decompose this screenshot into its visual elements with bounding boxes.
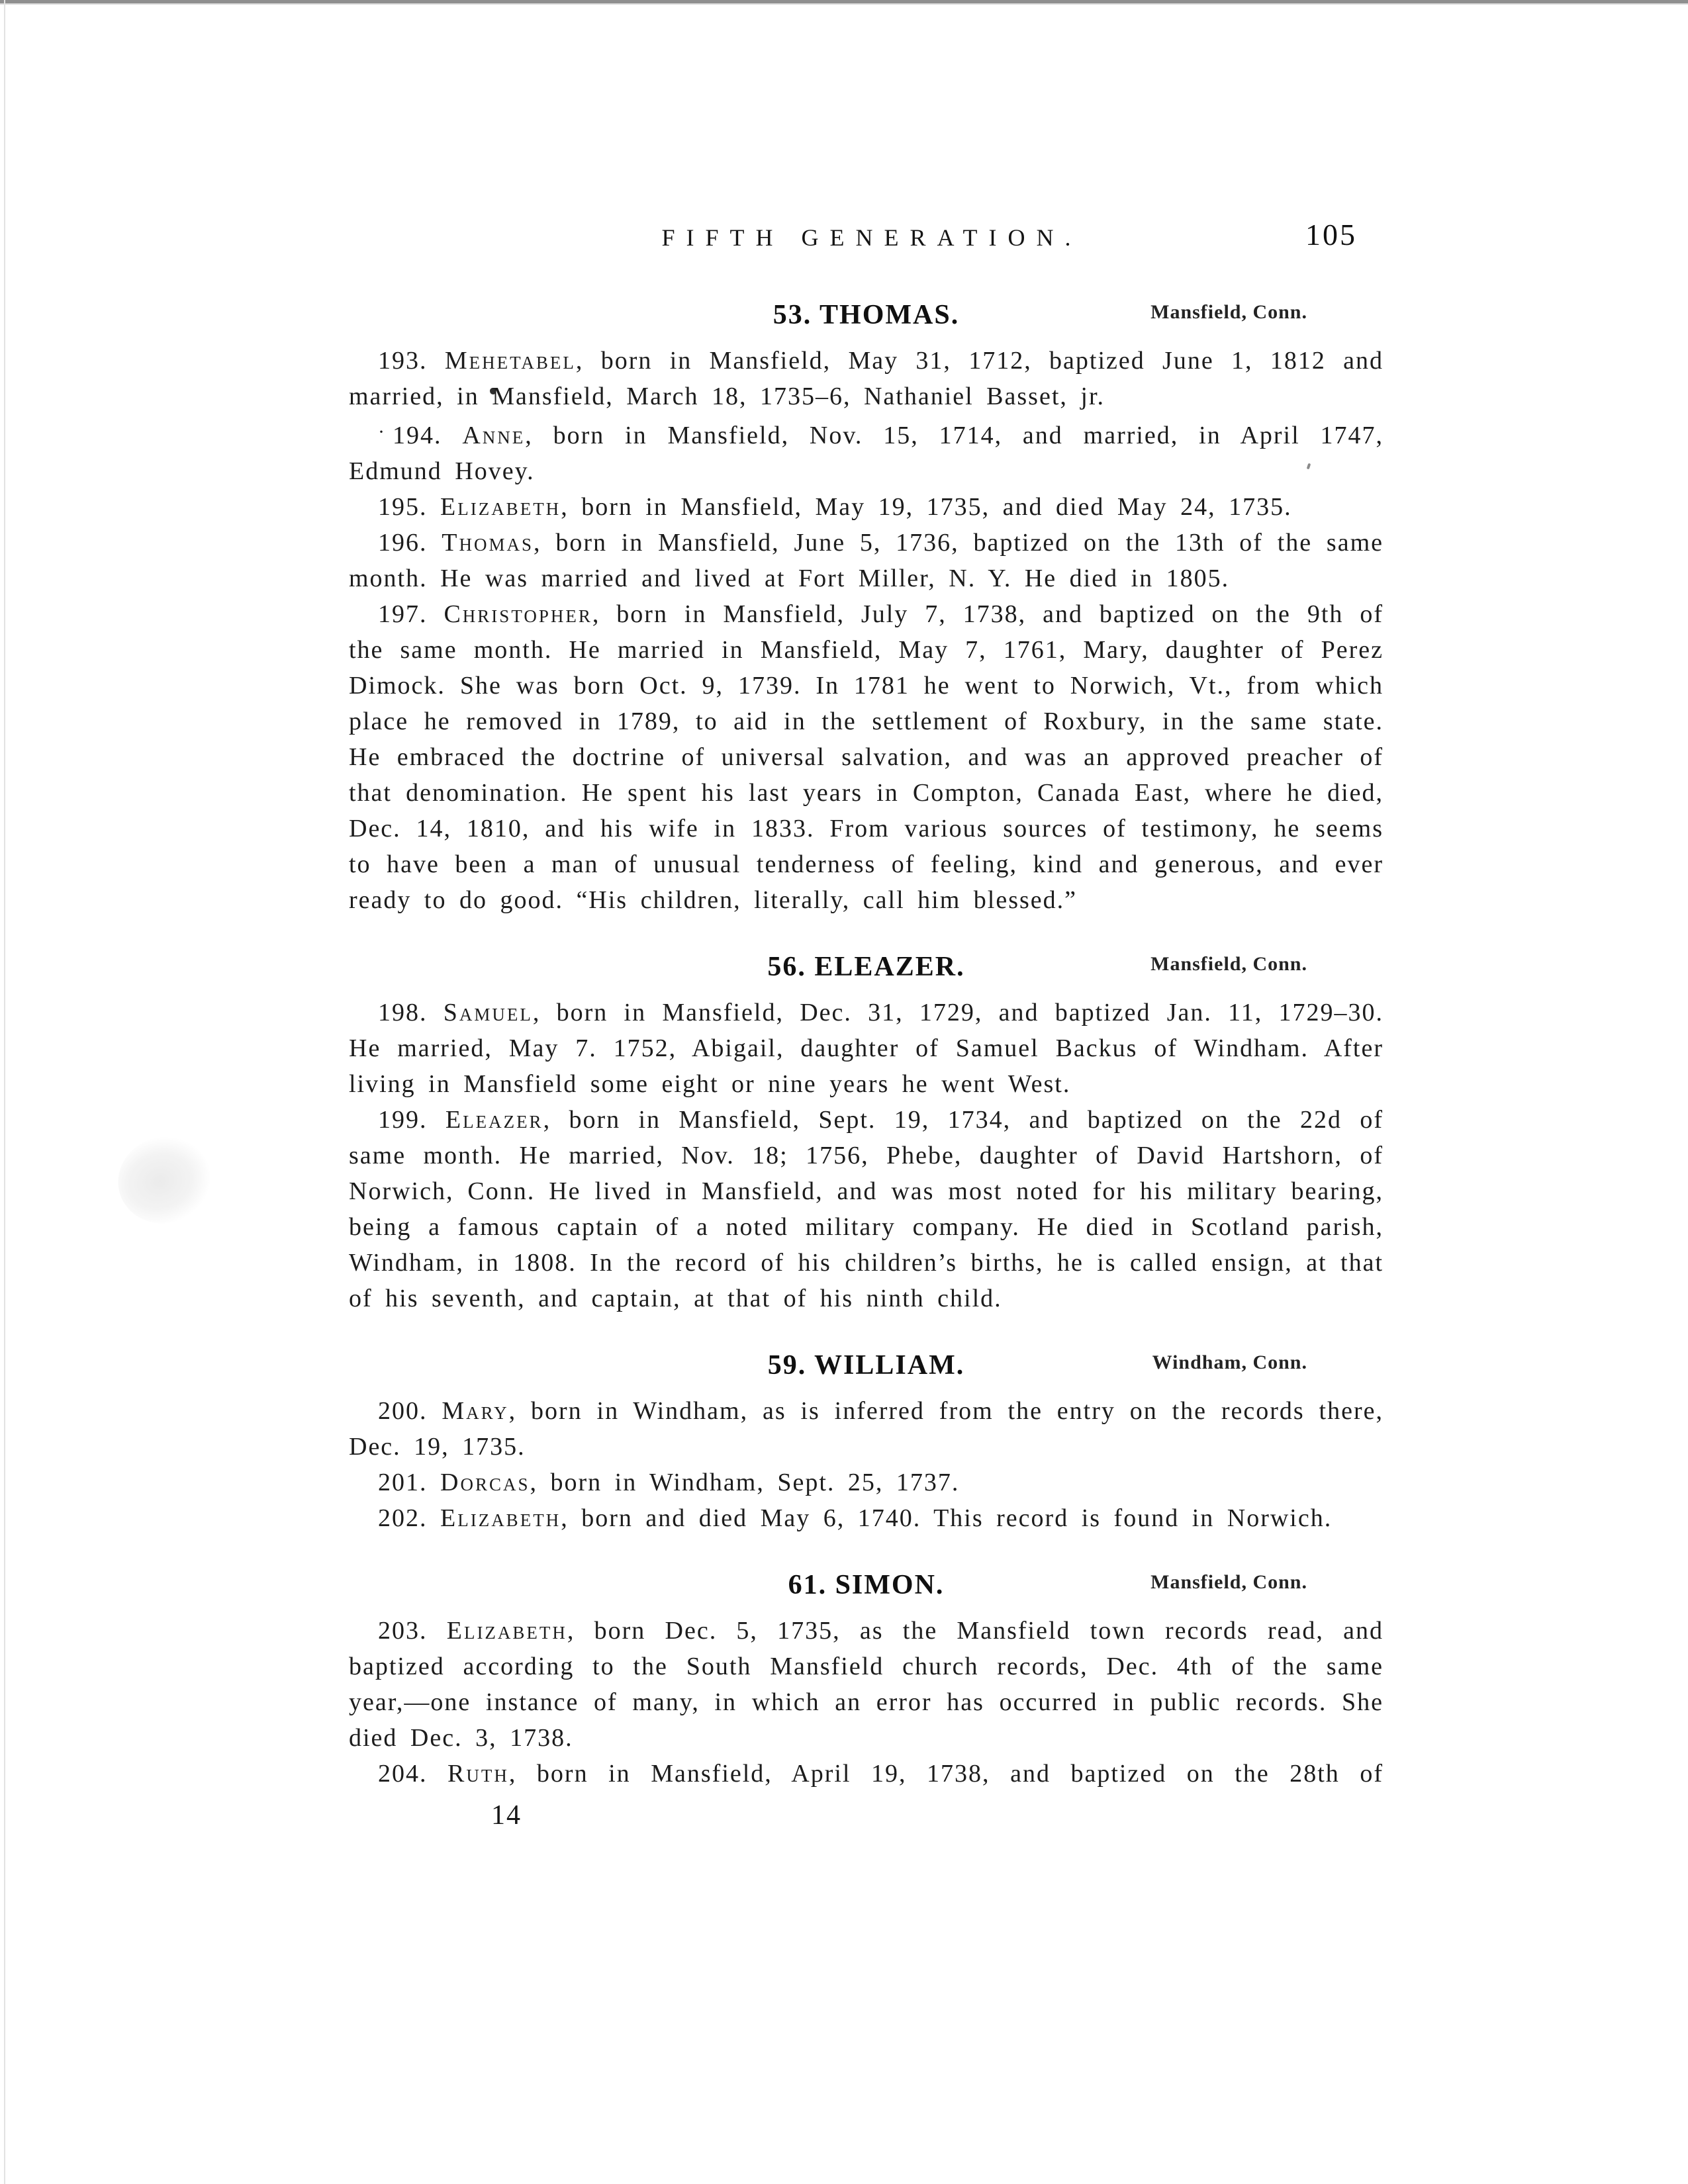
section-name: THOMAS.	[820, 300, 960, 330]
entry-text: , born in Mansfield, April 19, 1738, and baptized on the 28th of	[508, 1760, 1384, 1788]
person-name: Ruth	[447, 1760, 509, 1788]
person-name: Dorcas	[440, 1469, 530, 1496]
section-heading	[349, 296, 1383, 334]
section-name: SIMON.	[835, 1570, 945, 1600]
entry-number: 201.	[378, 1469, 428, 1496]
entry-text: , born in Mansfield, Dec. 31, 1729, and baptized Jan. 11, 1729–30. He married, May 7. 1752, Abigail, daughter of Samuel Backus of Windham. After living in Mansfield some eight or nine years he went West.	[349, 999, 1384, 1098]
section-location: Mansfield, Conn.	[1150, 301, 1307, 323]
scan-smudge-mark	[107, 1125, 221, 1236]
entry-number: 194.	[393, 422, 442, 449]
person-name: Mehetabel	[444, 347, 576, 375]
section-heading	[349, 948, 1383, 985]
entry-text: , born in Mansfield, July 7, 1738, and baptized on the 9th of the same month. He married in Mansfield, May 7, 1761, Mary, daughter of Perez Dimock. She was born Oct. 9, 1739. In 1781 he went to Norwich, Vt., from which place he removed in 1789, to aid in the settlement of Roxbury, in the same state. He embraced the doctrine of universal salvation, and was an approved preacher of that denomination. He spent his last years in Compton, Canada East, where he died, Dec. 14, 1810, and his wife in 1833. From various sources of testimony, he seems to have been a man of unusual tenderness of feeling, kind and generous, and ever ready to do good. “His children, literally, call him blessed.”	[349, 600, 1384, 914]
section-number: 61.	[788, 1570, 827, 1600]
section-heading	[349, 1567, 1383, 1604]
page-text-column	[349, 218, 1384, 1831]
section-61-simon	[349, 1567, 1383, 1792]
entry-number: 200.	[378, 1397, 428, 1425]
person-name: Elizabeth	[440, 1504, 561, 1532]
entry-number: 196.	[378, 529, 428, 557]
entry-number: 203.	[378, 1617, 428, 1645]
person-name: Christopher	[444, 600, 592, 628]
section-location: Windham, Conn.	[1152, 1351, 1307, 1373]
genealogy-entry-204	[349, 1756, 1383, 1792]
section-location: Mansfield, Conn.	[1150, 1571, 1307, 1593]
signature-mark: 14	[491, 1800, 522, 1831]
genealogy-entry-196	[349, 525, 1383, 596]
genealogy-entry-195	[349, 489, 1383, 525]
entry-text: , born in Mansfield, Sept. 19, 1734, and baptized on the 22d of same month. He married, Nov. 18; 1756, Phebe, daughter of David Hartshorn, of Norwich, Conn. He lived in Mansfield, and was most noted for his military bearing, being a famous captain of a noted military company. He died in Scotland parish, Windham, in 1808. In the record of his children’s births, he is called ensign, at that of his seventh, and captain, at that of his ninth child.	[349, 1106, 1383, 1312]
entry-number: 204.	[378, 1760, 428, 1788]
genealogy-entry-193	[349, 343, 1383, 414]
person-name: Anne	[462, 422, 526, 449]
genealogy-entry-201	[349, 1465, 1383, 1500]
entry-text: , born in Mansfield, May 31, 1712, baptized June 1, 1812 and married, in Mansfield, March 18, 1735–6, Nathaniel Basset, jr.	[349, 347, 1383, 410]
section-59-william	[349, 1347, 1383, 1536]
section-location: Mansfield, Conn.	[1150, 953, 1307, 975]
entry-number: 197.	[378, 600, 428, 628]
person-name: Elizabeth	[446, 1617, 567, 1645]
entry-number: 202.	[378, 1504, 428, 1532]
entry-text: , born in Windham, Sept. 25, 1737.	[530, 1469, 960, 1496]
entry-text: , born Dec. 5, 1735, as the Mansfield town records read, and baptized according to the South Mansfield church records, Dec. 4th of the same year,—one instance of many, in which an error has occurred in public records. She died Dec. 3, 1738.	[349, 1617, 1383, 1752]
scan-top-border-soft	[0, 3, 1688, 5]
entry-text: , born in Windham, as is inferred from the entry on the records there, Dec. 19, 1735.	[349, 1397, 1383, 1461]
section-number: 53.	[773, 300, 812, 330]
genealogy-entry-197	[349, 596, 1383, 918]
genealogy-entry-198	[349, 995, 1383, 1102]
section-name: ELEAZER.	[814, 952, 965, 982]
entry-number: 193.	[378, 347, 428, 375]
section-number: 56.	[767, 952, 806, 982]
section-53-thomas	[349, 296, 1383, 918]
entry-text: , born in Mansfield, June 5, 1736, baptized on the 13th of the same month. He was married and lived at Fort Miller, N. Y. He died in 1805.	[349, 529, 1384, 592]
entry-number: 199.	[378, 1106, 428, 1134]
person-name: Thomas	[442, 529, 534, 557]
entry-text: , born in Mansfield, Nov. 15, 1714, and married, in April 1747, Edmund Hovey.	[349, 422, 1383, 485]
entry-number: 198.	[378, 999, 428, 1026]
person-name: Samuel	[443, 999, 533, 1026]
genealogy-entry-203	[349, 1613, 1383, 1756]
genealogy-entry-200	[349, 1393, 1383, 1465]
person-name: Mary	[442, 1397, 509, 1425]
scan-left-edge-line	[4, 0, 5, 2184]
genealogy-entry-202	[349, 1500, 1383, 1536]
entry-text: , born and died May 6, 1740. This record is found in Norwich.	[561, 1504, 1333, 1532]
entry-number: 195.	[378, 493, 428, 521]
section-heading	[349, 1347, 1383, 1384]
stray-ink-prefix: ·	[378, 421, 386, 443]
genealogy-entry-199	[349, 1102, 1383, 1316]
genealogy-entry-194	[349, 414, 1383, 489]
running-head	[349, 218, 1383, 266]
entry-text: , born in Mansfield, May 19, 1735, and died May 24, 1735.	[561, 493, 1292, 521]
page-number: 105	[1305, 218, 1357, 251]
section-number: 59.	[767, 1350, 807, 1381]
running-title: FIFTH GENERATION.	[661, 224, 1082, 251]
person-name: Eleazer	[445, 1106, 543, 1134]
person-name: Elizabeth	[440, 493, 561, 521]
section-name: WILLIAM.	[814, 1350, 965, 1381]
section-56-eleazer	[349, 948, 1383, 1316]
